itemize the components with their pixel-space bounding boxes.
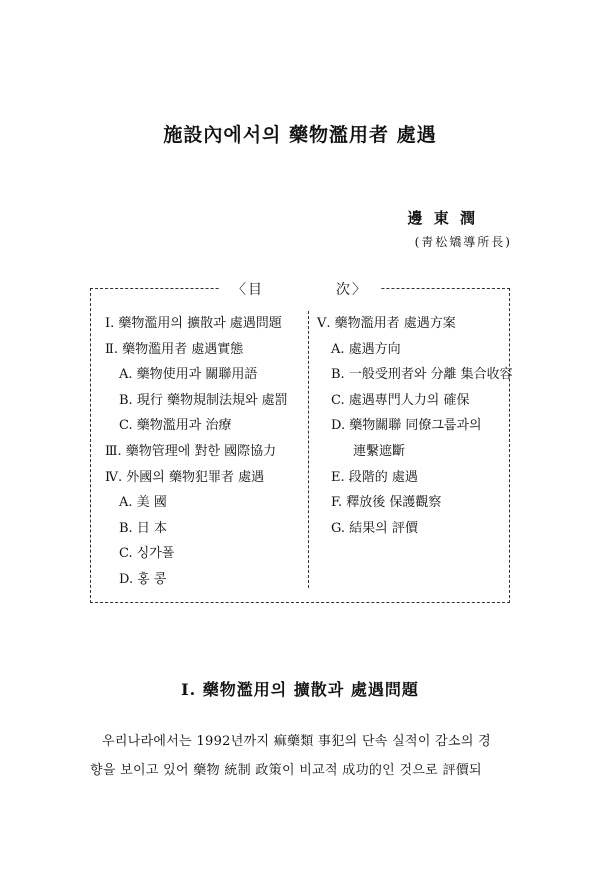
toc-item: A. 藥物使用과 關聯用語 [119,367,258,383]
toc-left-column [105,311,305,593]
toc-caption-left: 〈目 [226,282,270,298]
toc-item: Ⅱ. 藥物濫用者 處遇實態 [105,341,244,357]
toc-item: Ⅳ. 外國의 藥物犯罪者 處遇 [105,469,265,485]
toc-item: A. 美 國 [119,495,167,511]
toc-column-divider [308,311,309,588]
toc-item: C. 藥物濫用과 治療 [119,418,232,434]
section-heading: Ⅰ. 藥物濫用의 擴散과 處遇問題 [181,680,419,699]
toc-item: B. 現行 藥物規制法規와 處罰 [119,392,288,408]
document-title: 施設內에서의 藥物濫用者 處遇 [163,124,437,146]
toc-caption [91,279,509,299]
toc-item: Ⅰ. 藥物濫用의 擴散과 處遇問題 [105,316,282,331]
body-paragraph [90,727,510,785]
toc-item: G. 結果의 評價 [331,520,418,536]
toc-item: D. 홍 콩 [119,571,167,587]
body-line: 우리나라에서는 1992년까지 痲藥類 事犯의 단속 실적이 감소의 경 [102,734,491,749]
toc-item: E. 段階的 處遇 [331,469,418,485]
author-affiliation: (靑松矯導所長) [414,235,512,249]
toc-item: D. 藥物關聯 同僚그룹과의 [331,418,482,434]
toc-item: B. 一般受刑者와 分離 集合收容 [331,367,513,383]
toc-item: Ⅴ. 藥物濫用者 處遇方案 [317,316,456,331]
toc-caption-right: 次〉 [330,282,374,298]
author-name: 邊 東 潤 [407,209,478,227]
toc-item: B. 日 本 [119,520,167,536]
toc-item: C. 싱가폴 [119,546,175,562]
toc-item: 連繫遮斷 [353,443,406,459]
toc-item: A. 處遇方向 [331,341,401,357]
toc-item: F. 釋放後 保護觀察 [331,495,442,511]
toc-item: Ⅲ. 藥物管理에 對한 國際協力 [105,443,277,459]
body-line: 향을 보이고 있어 藥物 統制 政策이 비교적 成功的인 것으로 評價되 [90,763,482,778]
toc-right-column [317,311,513,541]
table-of-contents [90,282,513,603]
toc-item: C. 處遇專門人力의 確保 [331,392,470,408]
